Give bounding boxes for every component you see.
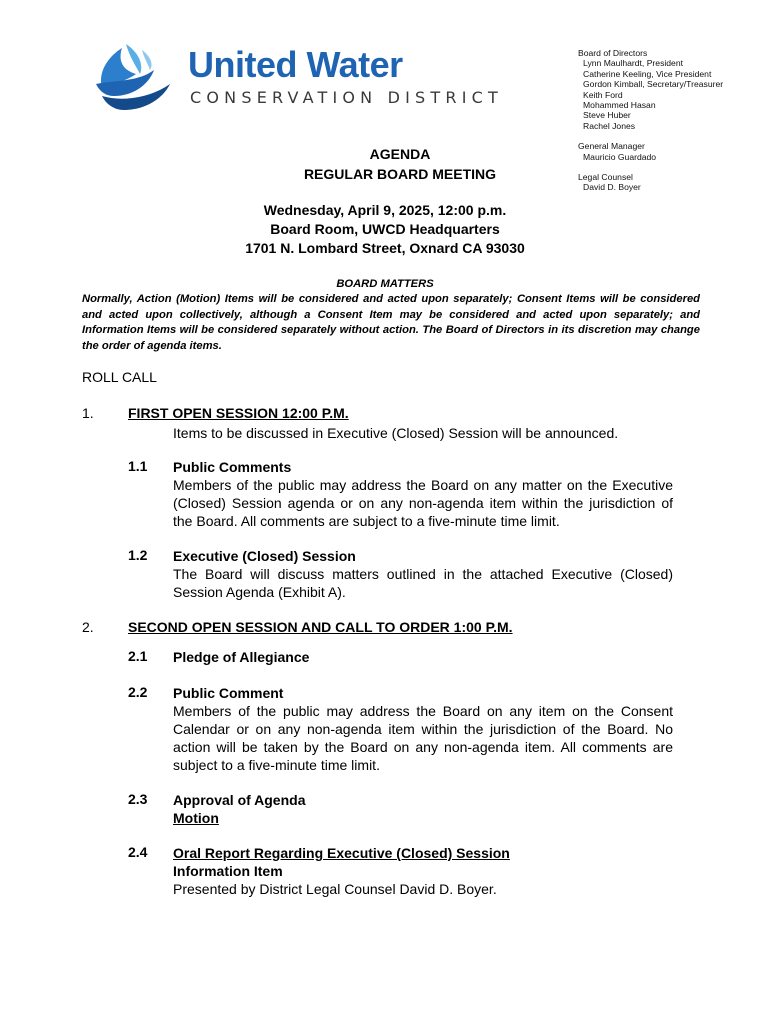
counsel-heading: Legal Counsel: [578, 172, 633, 183]
item-number: 2.4: [128, 844, 148, 860]
section-number: 1.: [82, 405, 94, 421]
board-member: Steve Huber: [583, 110, 631, 121]
item-body: Members of the public may address the Board on any matter on the Executive (Closed) Session agenda or on any non-agenda item within the jurisdiction of the Board. All comments are subject to a five-minute time limit.: [173, 477, 673, 529]
item-title: Public Comment: [173, 685, 284, 701]
board-member: Catherine Keeling, Vice President: [583, 68, 712, 79]
section-title: SECOND OPEN SESSION AND CALL TO ORDER 1:00 P.M.: [128, 619, 513, 635]
item-body: Presented by District Legal Counsel David D. Boyer.: [173, 881, 497, 897]
section-note: [173, 424, 673, 442]
logo-wordmark: United Water: [188, 44, 403, 85]
item-number: 2.1: [128, 648, 148, 664]
item-type: Information Item: [173, 863, 283, 879]
board-member: Gordon Kimball, Secretary/Treasurer: [583, 79, 724, 90]
counsel-name: David D. Boyer: [583, 182, 641, 193]
meeting-info: [200, 201, 570, 258]
item-number: 2.2: [128, 684, 148, 700]
agenda-item: [173, 547, 673, 601]
section-title: FIRST OPEN SESSION 12:00 P.M.: [128, 405, 349, 421]
agenda-item: [173, 458, 673, 530]
water-drop-logo-icon: [92, 40, 184, 110]
item-number: 2.3: [128, 791, 148, 807]
roll-call-heading: ROLL CALL: [82, 369, 157, 385]
agenda-item: [173, 791, 673, 827]
section-number: 2.: [82, 619, 94, 635]
district-logo: [92, 40, 503, 110]
item-title: Executive (Closed) Session: [173, 548, 356, 564]
agenda-heading: AGENDA: [369, 146, 431, 162]
board-member: Rachel Jones: [583, 120, 636, 131]
agenda-item: [173, 684, 673, 774]
gm-name: Mauricio Guardado: [583, 151, 657, 162]
item-title: Approval of Agenda: [173, 792, 306, 808]
agenda-item: [173, 844, 673, 898]
section-note-text: Items to be discussed in Executive (Closed) Session will be announced.: [173, 425, 619, 441]
board-heading: Board of Directors: [578, 48, 648, 58]
item-number: 1.1: [128, 458, 148, 474]
item-title: Public Comments: [173, 459, 292, 475]
item-type: Motion: [173, 810, 219, 826]
meeting-date: Wednesday, April 9, 2025, 12:00 p.m.: [263, 202, 507, 218]
board-member: Lynn Maulhardt, President: [583, 58, 683, 69]
item-number: 1.2: [128, 547, 148, 563]
board-matters-heading: BOARD MATTERS: [336, 278, 434, 290]
item-body: The Board will discuss matters outlined in the attached Executive (Closed) Session Agenda (Exhibit A).: [173, 566, 673, 600]
agenda-item: [173, 648, 673, 666]
item-body: Members of the public may address the Board on any item on the Consent Calendar or on any non-agenda item within the jurisdiction of the Board. No action will be taken by the Board on any non-agenda item. All comments are subject to a five-minute time limit.: [173, 703, 673, 773]
meeting-location: Board Room, UWCD Headquarters: [270, 221, 500, 237]
board-roster: [578, 48, 768, 193]
board-matters-text: Normally, Action (Motion) Items will be considered and acted upon separately; Consent Items will be considered and acted upon collectively, although a Consent Item may be considered and acted upon separately; and Information Items will be considered separately without action. The Board of Directors in its discretion may change the order of agenda items.: [82, 293, 700, 352]
item-title: Oral Report Regarding Executive (Closed) Session: [173, 845, 510, 861]
meeting-address: 1701 N. Lombard Street, Oxnard CA 93030: [245, 240, 525, 256]
board-member: Keith Ford: [583, 89, 623, 100]
gm-heading: General Manager: [578, 141, 645, 152]
board-member: Mohammed Hasan: [583, 100, 656, 111]
logo-subtitle: CONSERVATION DISTRICT: [190, 88, 503, 107]
meeting-type: REGULAR BOARD MEETING: [303, 166, 497, 182]
item-title: Pledge of Allegiance: [173, 649, 310, 665]
agenda-title: [250, 144, 550, 184]
